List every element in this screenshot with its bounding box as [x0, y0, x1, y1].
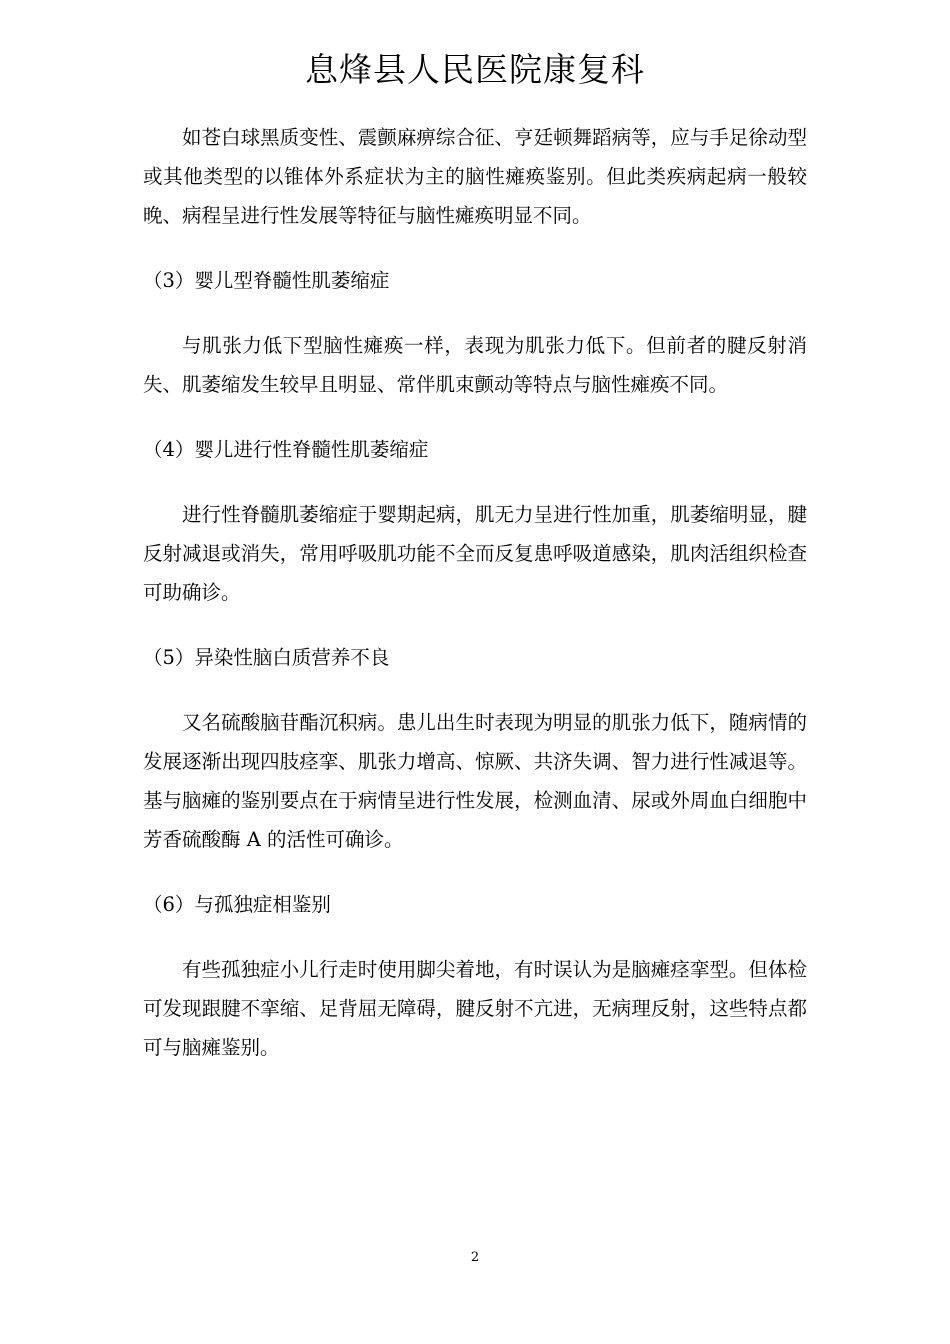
page-number: 2	[470, 1250, 480, 1265]
paragraph-section-3: 与肌张力低下型脑性瘫痪一样，表现为肌张力低下。但前者的腱反射消失、肌萎缩发生较早且明显、常伴肌束颤动等特点与脑性瘫痪不同。	[143, 334, 807, 396]
section-heading-6: （6）与孤独症相鉴别	[143, 893, 331, 916]
paragraph-section-5: 又名硫酸脑苷酯沉积病。患儿出生时表现为明显的肌张力低下，随病情的发展逐渐出现四肢痉挛、肌张力增高、惊厥、共济失调、智力进行性减退等。基与脑瘫的鉴别要点在于病情呈进行性发展，检测血清、尿或外周血白细胞中芳香硫酸酶 A 的活性可确诊。	[143, 711, 807, 851]
section-heading-4: （4）婴儿进行性脊髓性肌萎缩症	[143, 438, 429, 461]
section-heading-5: （5）异染性脑白质营养不良	[143, 646, 390, 669]
paragraph-section-6: 有些孤独症小儿行走时使用脚尖着地，有时误认为是脑瘫痉挛型。但体检可发现跟腱不挛缩、足背屈无障碍，腱反射不亢进，无病理反射，这些特点都可与脑瘫鉴别。	[143, 958, 807, 1059]
page-header-title: 息烽县人民医院康复科	[305, 50, 645, 89]
paragraph-intro: 如苍白球黑质变性、震颤麻痹综合征、亨廷顿舞蹈病等，应与手足徐动型或其他类型的以锥体外系症状为主的脑性瘫痪鉴别。但此类疾病起病一般较晚、病程呈进行性发展等特征与脑性瘫痪明显不同。	[143, 126, 807, 227]
paragraph-section-4: 进行性脊髓肌萎缩症于婴期起病，肌无力呈进行性加重，肌萎缩明显，腱反射减退或消失，常用呼吸肌功能不全而反复患呼吸道感染，肌肉活组织检查可助确诊。	[143, 503, 807, 604]
document-body	[143, 118, 807, 1093]
section-heading-3: （3）婴儿型脊髓性肌萎缩症	[143, 269, 390, 292]
